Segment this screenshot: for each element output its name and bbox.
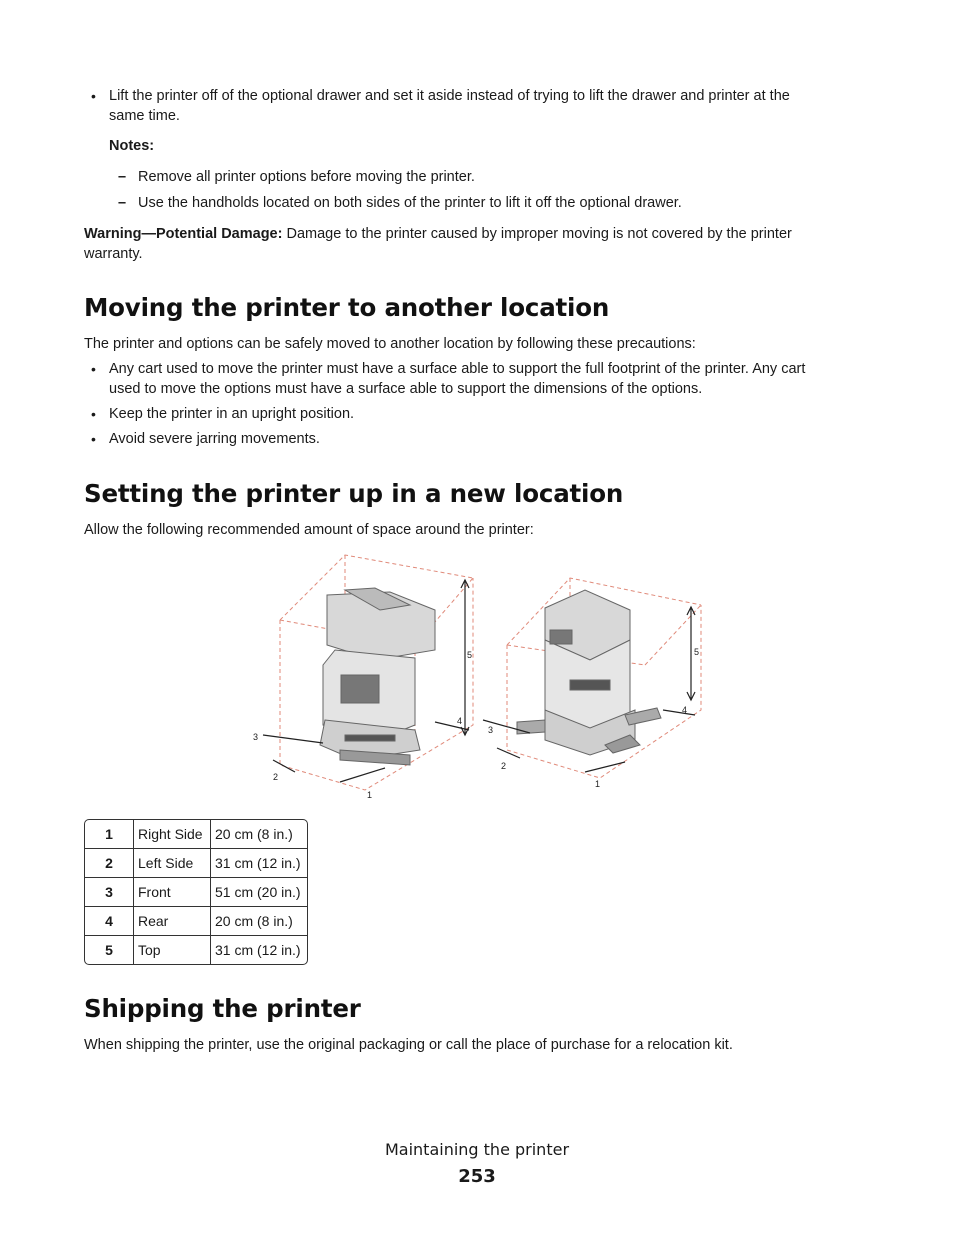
callout-3: 3: [488, 725, 494, 735]
dash-bullet: –: [118, 169, 127, 185]
heading-shipping: Shipping the printer: [84, 994, 361, 1023]
table-cell-number: 2: [85, 849, 134, 878]
printer-illustration-right: [517, 590, 661, 755]
bullet-text: [109, 359, 899, 399]
bullet: •: [91, 88, 96, 104]
table-cell-dimension: 31 cm (12 in.): [215, 942, 301, 958]
callout-2: 2: [501, 761, 507, 771]
callout-1: 1: [367, 790, 373, 800]
warning-line: warranty.: [84, 246, 143, 262]
callout-4: 4: [457, 716, 463, 726]
callout-3: 3: [253, 732, 259, 742]
clearance-table: [84, 819, 308, 965]
table-cell-side: Front: [134, 878, 211, 907]
bullet-text: Keep the printer in an upright position.: [109, 406, 355, 422]
warning-paragraph: [84, 224, 884, 264]
table-cell-number: 5: [85, 936, 134, 964]
heading-setting: Setting the printer up in a new location: [84, 479, 624, 508]
table-cell-dimension: 51 cm (20 in.): [211, 878, 307, 907]
callout-2: 2: [273, 772, 279, 782]
heading-moving: Moving the printer to another location: [84, 293, 610, 322]
clearance-figure: [245, 550, 715, 805]
moving-intro: The printer and options can be safely moved to another location by following these precautions:: [84, 336, 696, 352]
note-item: Remove all printer options before moving the printer.: [138, 169, 475, 185]
callout-5: 5: [694, 647, 700, 657]
setting-intro: Allow the following recommended amount of space around the printer:: [84, 522, 534, 538]
table-cell-number: 4: [85, 907, 134, 936]
warning-text: Damage to the printer caused by improper moving is not covered by the printer: [282, 226, 792, 242]
table-cell-number: 3: [85, 878, 134, 907]
dash-bullet: –: [118, 195, 127, 211]
bullet-line: Any cart used to move the printer must have a surface able to support the full footprint of the printer. Any cart: [109, 361, 806, 377]
table-cell-dimension: 31 cm (12 in.): [211, 849, 307, 878]
callout-4: 4: [682, 705, 688, 715]
warning-line: [84, 224, 884, 244]
table-cell-side: Right Side: [134, 820, 211, 849]
printer-illustration-left: [320, 588, 435, 765]
bullet: •: [91, 406, 96, 422]
table-row: [85, 878, 307, 907]
bullet-text: Avoid severe jarring movements.: [109, 431, 320, 447]
table-cell-side: Left Side: [134, 849, 211, 878]
table-row: [85, 936, 307, 964]
note-item: Use the handholds located on both sides of the printer to lift it off the optional drawer.: [138, 195, 682, 211]
footer-section-title: Maintaining the printer: [384, 1140, 570, 1159]
bullet-line: same time.: [109, 108, 180, 124]
table-row: [85, 849, 307, 878]
table-cell-dimension: 20 cm (8 in.): [211, 907, 307, 936]
callout-5: 5: [467, 650, 473, 660]
table-row: [85, 820, 307, 849]
page-number: 253: [458, 1166, 496, 1187]
bullet-line: used to move the options must have a surface able to support the dimensions of the options.: [109, 381, 703, 397]
table-cell-side: Rear: [134, 907, 211, 936]
bullet-line: Lift the printer off of the optional drawer and set it aside instead of trying to lift the drawer and printer at the: [109, 88, 790, 104]
warning-label: Warning—Potential Damage:: [84, 226, 283, 242]
table-row: [85, 907, 307, 936]
notes-label: Notes:: [109, 138, 155, 154]
bullet-text: [109, 86, 889, 126]
bullet: •: [91, 431, 96, 447]
shipping-text: When shipping the printer, use the original packaging or call the place of purchase for a relocation kit.: [84, 1037, 733, 1053]
table-cell-side: Top: [134, 936, 211, 964]
callout-1: 1: [595, 779, 601, 789]
table-cell-dimension: 20 cm (8 in.): [211, 820, 307, 849]
table-cell-number: 1: [85, 820, 134, 849]
bullet: •: [91, 361, 96, 377]
